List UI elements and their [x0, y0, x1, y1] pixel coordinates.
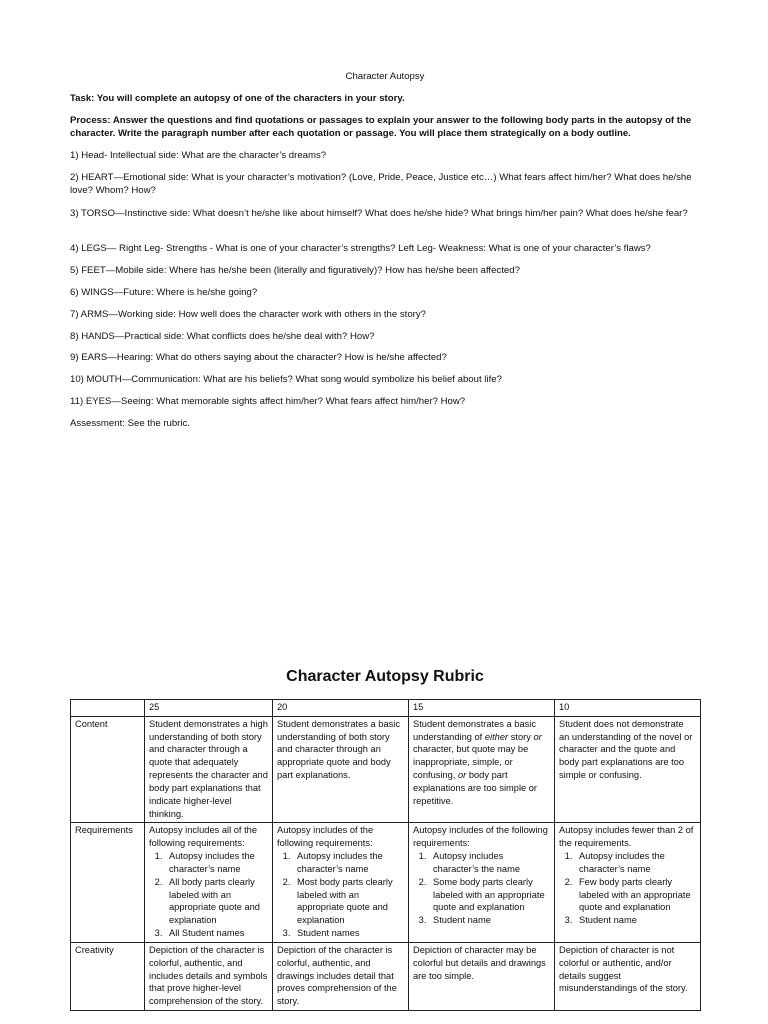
- cell-text-italic: or: [533, 731, 542, 742]
- creativity-cell-15: Depiction of character may be colorful but details and drawings are too simple.: [409, 942, 555, 1010]
- requirements-list: [413, 850, 550, 927]
- creativity-cell-25: Depiction of the character is colorful, authentic, and includes details and symbols that prove higher-level comprehension of the story.: [145, 942, 273, 1010]
- requirements-cell-15: [409, 823, 555, 942]
- list-item: 1. Autopsy includes the character’s name: [165, 850, 268, 876]
- cell-text: story: [508, 731, 534, 742]
- creativity-cell-10: Depiction of character is not colorful or authentic, and/or details suggest misunderstandings of the story.: [555, 942, 701, 1010]
- list-item: 3. Student name: [429, 914, 550, 927]
- table-row: [71, 700, 701, 717]
- list-item: 5) FEET—Mobile side: Where has he/she been (literally and figuratively)? How has he/she been affected?: [70, 265, 520, 276]
- document-title: Character Autopsy: [345, 71, 425, 82]
- rubric-table: [70, 699, 701, 1011]
- document-page: [70, 0, 702, 1024]
- list-item: 1) Head- Intellectual side: What are the character’s dreams?: [70, 150, 327, 161]
- row-label-requirements: Requirements: [71, 823, 145, 942]
- requirements-list: [559, 850, 696, 927]
- content-cell-25: Student demonstrates a high understanding of both story and character through a quote that adequately represents the character and body part explanations that indicate higher-level thinking.: [145, 716, 273, 823]
- list-item: 1. Autopsy includes the character’s name: [293, 850, 404, 876]
- rubric-title: Character Autopsy Rubric: [286, 668, 484, 685]
- list-item: 3) TORSO—Instinctive side: What doesn’t he/she like about himself? What does he/she hide? What brings him/her pain? What does he/she fear?: [70, 208, 688, 219]
- list-item: 3. Student names: [293, 927, 404, 940]
- cell-text: Autopsy includes of the following requirements:: [413, 825, 548, 849]
- list-item: 2. Few body parts clearly labeled with an appropriate quote and explanation: [575, 876, 696, 914]
- requirements-list: [277, 850, 404, 940]
- cell-text: character, but quote may be inappropriate, simple, or confusing,: [413, 744, 529, 781]
- row-label-content: Content: [71, 716, 145, 823]
- list-item: 2. Some body parts clearly labeled with an appropriate quote and explanation: [429, 876, 550, 914]
- list-item: 1. Autopsy includes the character’s name: [575, 850, 696, 876]
- table-row: [71, 823, 701, 942]
- list-item: 10) MOUTH—Communication: What are his beliefs? What song would symbolize his belief about life?: [70, 374, 502, 385]
- list-item: 11) EYES—Seeing: What memorable sights affect him/her? What fears affect him/her? How?: [70, 396, 466, 407]
- content-cell-15: [409, 716, 555, 823]
- requirements-cell-10: [555, 823, 701, 942]
- requirements-cell-20: [273, 823, 409, 942]
- table-row: [71, 942, 701, 1010]
- list-item: 8) HANDS—Practical side: What conflicts does he/she deal with? How?: [70, 331, 375, 342]
- process-paragraph: Process: Answer the questions and find quotations or passages to explain your answer to the following body parts in the autopsy of the character. Write the paragraph number after each quotation or passage. You will place them strategically on a body outline.: [70, 115, 692, 140]
- row-label-creativity: Creativity: [71, 942, 145, 1010]
- creativity-cell-20: Depiction of the character is colorful, authentic, and drawings includes detail that proves comprehension of the story.: [273, 942, 409, 1010]
- score-header: 25: [145, 700, 273, 717]
- list-item: 4) LEGS— Right Leg- Strengths - What is one of your character’s strengths? Left Leg- Weakness: What is one of your character’s flaws?: [70, 243, 651, 254]
- cell-text: Student demonstrates a basic understanding of: [413, 718, 536, 742]
- content-cell-20: Student demonstrates a basic understanding of both story and character through an appropriate quote and body part explanations.: [273, 716, 409, 823]
- requirements-cell-25: [145, 823, 273, 942]
- cell-text-italic: either: [484, 731, 509, 742]
- list-item: 3. All Student names: [165, 927, 268, 940]
- assessment-paragraph: Assessment: See the rubric.: [70, 418, 190, 429]
- score-header: 15: [409, 700, 555, 717]
- cell-text-italic: or: [457, 770, 467, 781]
- list-item: 2. All body parts clearly labeled with an appropriate quote and explanation: [165, 876, 268, 927]
- list-item: 2. Most body parts clearly labeled with an appropriate quote and explanation: [293, 876, 404, 927]
- requirements-list: [149, 850, 268, 940]
- list-item: 2) HEART—Emotional side: What is your character’s motivation? (Love, Pride, Peace, Justice etc…) What fears affect him/her? What does he/she love? Whom? How?: [70, 172, 692, 197]
- list-item: 6) WINGS—Future: Where is he/she going?: [70, 287, 258, 298]
- list-item: 7) ARMS—Working side: How well does the character work with others in the story?: [70, 309, 426, 320]
- task-paragraph: Task: You will complete an autopsy of one of the characters in your story.: [70, 93, 405, 104]
- list-item: 9) EARS—Hearing: What do others saying about the character? How is he/she affected?: [70, 352, 447, 363]
- cell-text: Autopsy includes of the following requirements:: [277, 825, 374, 849]
- score-header: 10: [555, 700, 701, 717]
- list-item: 3. Student name: [575, 914, 696, 927]
- cell-text: body part explanations are too simple or repetitive.: [413, 770, 538, 806]
- content-cell-10: Student does not demonstrate an understanding of the novel or character and the quote and body part explanations are too simple or confusing.: [555, 716, 701, 823]
- list-item: 1. Autopsy includes character’s the name: [429, 850, 550, 876]
- score-header: 20: [273, 700, 409, 717]
- cell-text: Autopsy includes all of the following requirements:: [149, 825, 258, 849]
- cell-text: Autopsy includes fewer than 2 of the requirements.: [559, 825, 694, 849]
- table-row: [71, 716, 701, 823]
- header-cell-empty: [71, 700, 145, 717]
